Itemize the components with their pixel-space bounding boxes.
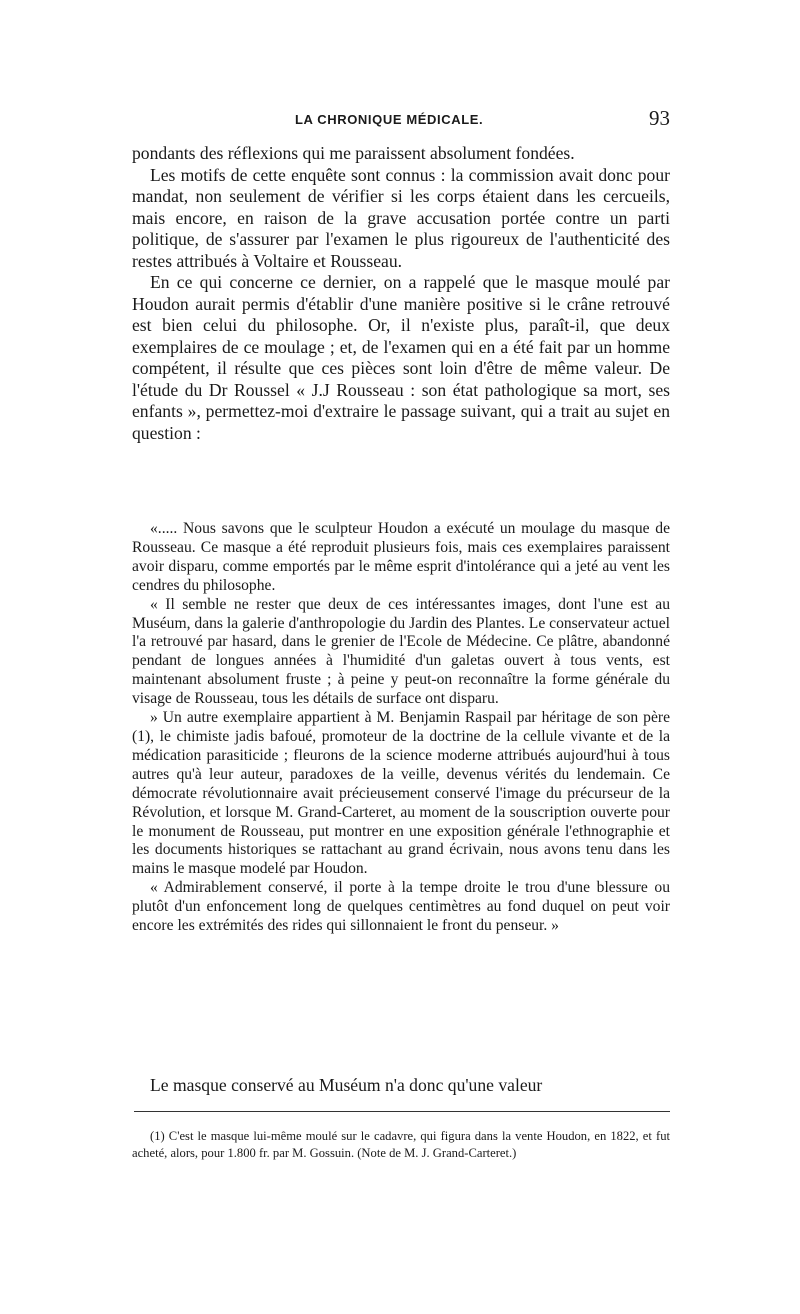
footnote-divider: [134, 1111, 670, 1112]
footnote: [132, 1128, 670, 1161]
quote-paragraph: » Un autre exemplaire appartient à M. Benjamin Raspail par héritage de son père (1), le chimiste jadis bafoué, promoteur de la doctrine de la cellule vivante et de la médication parasiticide ; fleurons de la science moderne attribués aujourd'hui à tous autres qu'à leur auteur, paradoxes de la veille, devenus vérités du lendemain. Ce démocrate révolutionnaire avait précieusement conservé l'image du précurseur de la Révolution, et lorsque M. Grand-Carteret, au moment de la souscription ouverte pour le monument de Rousseau, put montrer en une exposition générale l'ethnographie et les documents historiques se rattachant au grand écrivain, nous avons tenu dans les mains le masque modelé par Houdon.: [132, 709, 670, 878]
quote-paragraph: «..... Nous savons que le sculpteur Houdon a exécuté un moulage du masque de Rousseau. Ce masque a été reproduit plusieurs fois, mais ces exemplaires paraissent avoir disparu, comme emportés par le même esprit d'intolérance qui a jeté au vent les cendres du philosophe.: [132, 520, 670, 594]
body-paragraph: pondants des réflexions qui me paraissent absolument fondées.: [132, 143, 575, 163]
quoted-passage: [132, 520, 670, 936]
running-title: LA CHRONIQUE MÉDICALE.: [295, 112, 484, 127]
page-number: 93: [649, 106, 670, 130]
closing-text: [132, 1074, 670, 1096]
body-paragraph: En ce qui concerne ce dernier, on a rappelé que le masque moulé par Houdon aurait permis d'établir d'une manière positive si le crâne retrouvé est bien celui du philosophe. Or, il n'existe plus, paraît-il, que deux exemplaires de ce moulage ; et, de l'examen qui en a été fait par un homme compétent, il résulte que ces pièces sont loin d'être de même valeur. De l'étude du Dr Roussel « J.J Rousseau : son état pathologique sa mort, ses enfants », permettez-moi d'extraire le passage suivant, qui a trait au sujet en question :: [132, 272, 670, 443]
closing-paragraph: Le masque conservé au Muséum n'a donc qu'une valeur: [150, 1075, 543, 1095]
page-header: [132, 106, 670, 136]
footnote-text: (1) C'est le masque lui-même moulé sur le cadavre, qui figura dans la vente Houdon, en 1822, et fut acheté, alors, pour 1.800 fr. par M. Gossuin. (Note de M. J. Grand-Carteret.): [132, 1129, 670, 1160]
body-paragraph: Les motifs de cette enquête sont connus : la commission avait donc pour mandat, non seulement de vérifier si les corps étaient dans les cercueils, mais encore, en raison de la grave accusation portée contre un parti politique, de s'assurer par l'examen le plus rigoureux de l'authenticité des restes attribués à Voltaire et Rousseau.: [132, 164, 670, 271]
quote-paragraph: « Il semble ne rester que deux de ces intéressantes images, dont l'une est au Muséum, dans la galerie d'anthropologie du Jardin des Plantes. Le conservateur actuel l'a retrouvé par hasard, dans le grenier de l'Ecole de Médecine. Ce plâtre, abandonné pendant de longues années à l'humidité d'un galetas ouvert à tous vents, est maintenant absolument fruste ; à peine y peut-on reconnaître la forme générale du visage de Rousseau, tous les détails de surface ont disparu.: [132, 595, 670, 708]
quote-paragraph: « Admirablement conservé, il porte à la tempe droite le trou d'une blessure ou plutôt d'un enfoncement long de quelques centimètres au fond duquel on peut voir encore les extrémités des rides qui sillonnaient le front du penseur. »: [132, 879, 670, 935]
body-text: [132, 143, 670, 444]
